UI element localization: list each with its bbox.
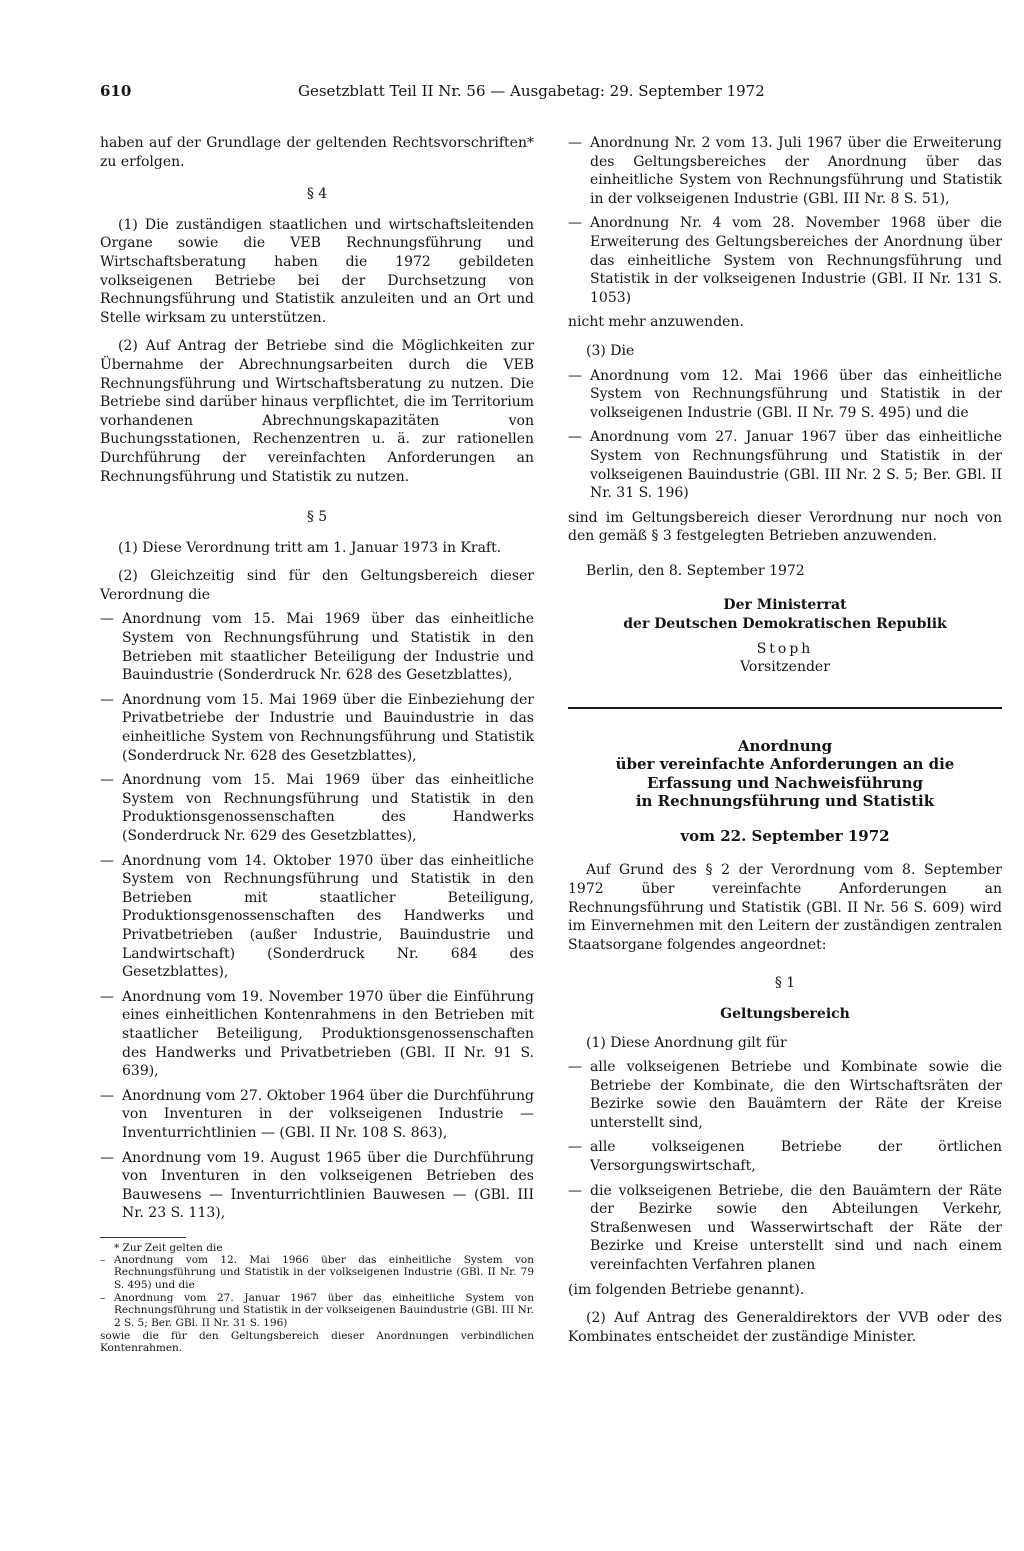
- list-item: — Anordnung vom 14. Oktober 1970 über das einheitliche System von Rechnungsführung und Statistik in den Betrieben mit staatlicher Beteiligung, Produktionsgenossenschaften des Handwerks und Privatbetrieben (außer Industrie, Bauindustrie und Landwirtschaft) (Sonderdruck Nr. 684 des Gesetzblattes),: [100, 852, 534, 982]
- intro-paragraph: haben auf der Grundlage der geltenden Rechtsvorschriften* zu erfolgen.: [100, 135, 534, 170]
- ordinance-title-line-3: Erfassung und Nachweisführung: [647, 773, 923, 792]
- footnote: [100, 1242, 534, 1355]
- section-4-paragraph-1: (1) Die zuständigen staatlichen und wirtschaftsleitenden Organe sowie die VEB Rechnungsführung und Wirtschaftsberatung haben die 1972 gebildeten volkseigenen Betriebe bei der Durchsetzung von Rechnungsführung und Statistik anzuleiten und an Ort und Stelle wirksam zu unterstützen.: [100, 216, 534, 326]
- section-1-title: Geltungsbereich: [720, 1005, 850, 1022]
- ordinance-title-line-4: in Rechnungsführung und Statistik: [635, 792, 935, 811]
- section-1-paragraph-1: (1) Diese Anordnung gilt für: [586, 1034, 787, 1051]
- scope-list: [568, 1058, 1002, 1275]
- left-column: [100, 134, 534, 1355]
- signer-role: Vorsitzender: [740, 659, 830, 676]
- list-item: — Anordnung vom 15. Mai 1969 über das einheitliche System von Rechnungsführung und Statistik in den Produktionsgenossenschaften des Handwerks (Sonderdruck Nr. 629 des Gesetzblattes),: [100, 771, 534, 845]
- list-item: — alle volkseigenen Betriebe und Kombinate sowie die Betriebe der Kombinate, die den Wirtschaftsräten der Bezirke sowie den Bauämtern der Räte der Kreise unterstellt sind,: [568, 1058, 1002, 1132]
- right-column: [568, 134, 1002, 1346]
- list-item: — alle volkseigenen Betriebe der örtlichen Versorgungswirtschaft,: [568, 1138, 1002, 1175]
- repealed-ordinances-list: [100, 610, 534, 1222]
- ordinance-title-line-2: über vereinfachte Anforderungen an die: [615, 755, 955, 774]
- section-5-paragraph-2: (2) Gleichzeitig sind für den Geltungsbereich dieser Verordnung die: [100, 568, 534, 603]
- section-4-paragraph-2: (2) Auf Antrag der Betriebe sind die Möglichkeiten zur Übernahme der Abrechnungsarbeiten durch die VEB Rechnungsführung und Wirtschaftsberatung zu nutzen. Die Betriebe sind darüber hinaus verpflichtet, die im Territorium vorhandenen Abrechnungskapazitäten von Buchungsstationen, Rechenzentren u. ä. zur rationellen Durchführung der vereinfachten Anforderungen an Rechnungsführung und Statistik zu nutzen.: [100, 338, 534, 485]
- section-1-paragraph-2: (2) Auf Antrag des Generaldirektors der VVB oder des Kombinates entscheidet der zuständige Minister.: [568, 1310, 1002, 1345]
- list-item: — Anordnung vom 27. Oktober 1964 über die Durchführung von Inventuren in der volkseigenen Industrie — Inventurrichtlinien — (GBl. II Nr. 108 S. 863),: [100, 1087, 534, 1143]
- paragraph-3-list: [568, 367, 1002, 503]
- list-item: — Anordnung vom 19. November 1970 über die Einführung eines einheitlichen Kontenrahmens in den Betrieben mit staatlicher Beteiligung, Produktionsgenossenschaften des Handwerks und Privatbetrieben (GBl. II Nr. 91 S. 639),: [100, 988, 534, 1081]
- footnote-head: * Zur Zeit gelten die: [114, 1241, 223, 1254]
- list-item: — Anordnung vom 19. August 1965 über die Durchführung von Inventuren in den volkseigenen Betrieben des Bauwesens — Inventurrichtlinien Bauwesen — (GBl. III Nr. 23 S. 113),: [100, 1149, 534, 1223]
- section-5-heading: § 5: [306, 509, 328, 526]
- running-title: Gesetzblatt Teil II Nr. 56 — Ausgabetag: 29. September 1972: [298, 82, 765, 100]
- footnote-item: – Anordnung vom 12. Mai 1966 über das einheitliche System von Rechnungsführung und Statistik in der volkseigenen Industrie (GBl. II Nr. 79 S. 495) und die: [100, 1254, 534, 1291]
- footnote-item: – Anordnung vom 27. Januar 1967 über das einheitliche System von Rechnungsführung und Statistik in der volkseigenen Bauindustrie (GBl. III Nr. 2 S. 5; Ber. GBl. II Nr. 31 S. 196): [100, 1292, 534, 1329]
- footnote-list: [100, 1254, 534, 1329]
- page-header: [100, 82, 830, 106]
- preamble: Auf Grund des § 2 der Verordnung vom 8. September 1972 über vereinfachte Anforderungen an Rechnungsführung und Statistik (GBl. II Nr. 56 S. 609) wird im Einvernehmen mit den Leitern der zuständigen zentralen Staatsorgane folgendes angeordnet:: [568, 862, 1002, 953]
- list-item: — Anordnung Nr. 4 vom 28. November 1968 über die Erweiterung des Geltungsbereiches der Anordnung über das einheitliche System von Rechnungsführung und Statistik in der volkseigenen Industrie (GBl. II Nr. 131 S. 1053): [568, 214, 1002, 307]
- page-number: 610: [100, 82, 132, 100]
- list-item: — Anordnung vom 15. Mai 1969 über das einheitliche System von Rechnungsführung und Statistik in den Betrieben mit staatlicher Beteiligung der Industrie und Bauindustrie (Sonderdruck Nr. 628 des Gesetzblattes),: [100, 610, 534, 684]
- list-item: — Anordnung vom 27. Januar 1967 über das einheitliche System von Rechnungsführung und Statistik in der volkseigenen Bauindustrie (GBl. III Nr. 2 S. 5; Ber. GBl. II Nr. 31 S. 196): [568, 428, 1002, 502]
- repealed-ordinances-continued: [568, 134, 1002, 307]
- section-5-paragraph-1: (1) Diese Verordnung tritt am 1. Januar 1973 in Kraft.: [118, 539, 502, 556]
- ordinance-date: vom 22. September 1972: [680, 826, 890, 845]
- signer-organization: Der Ministerrat: [723, 597, 847, 614]
- signer-organization-line-2: der Deutschen Demokratischen Republik: [623, 616, 947, 633]
- footnote-tail: sowie die für den Geltungsbereich dieser Anordnungen verbindlichen Kontenrahmen.: [100, 1329, 534, 1355]
- signer-name: Stoph: [756, 640, 814, 657]
- list-item: — Anordnung vom 15. Mai 1969 über die Einbeziehung der Privatbetriebe der Industrie und Bauindustrie in das einheitliche System von Rechnungsführung und Statistik (Sonderdruck Nr. 628 des Gesetzblattes),: [100, 691, 534, 765]
- footnote-divider: [100, 1237, 186, 1238]
- section-divider: [568, 707, 1002, 709]
- section-1-tail: (im folgenden Betriebe genannt).: [568, 1281, 805, 1298]
- list-item: — Anordnung vom 12. Mai 1966 über das einheitliche System von Rechnungsführung und Statistik in der volkseigenen Industrie (GBl. II Nr. 79 S. 495) und die: [568, 367, 1002, 423]
- list-item: — die volkseigenen Betriebe, die den Bauämtern der Räte der Bezirke sowie den Abteilungen Verkehr, Straßenwesen und Wasserwirtschaft der Räte der Bezirke und Kreise unterstellt sind und nach einem vereinfachten Verfahren planen: [568, 1182, 1002, 1275]
- place-and-date: Berlin, den 8. September 1972: [586, 562, 805, 579]
- section-4-heading: § 4: [306, 186, 328, 203]
- ordinance-title: Anordnung: [737, 736, 833, 755]
- section-1-heading: § 1: [774, 975, 796, 992]
- list-item: — Anordnung Nr. 2 vom 13. Juli 1967 über die Erweiterung des Geltungsbereiches der Anordnung über das einheitliche System von Rechnungsführung und Statistik in der volkseigenen Industrie (GBl. III Nr. 8 S. 51),: [568, 134, 1002, 208]
- paragraph-3-tail: sind im Geltungsbereich dieser Verordnung nur noch von den gemäß § 3 festgelegten Betrieben anzuwenden.: [568, 509, 1002, 545]
- not-apply-text: nicht mehr anzuwenden.: [568, 314, 744, 331]
- paragraph-3-label: (3) Die: [586, 342, 635, 359]
